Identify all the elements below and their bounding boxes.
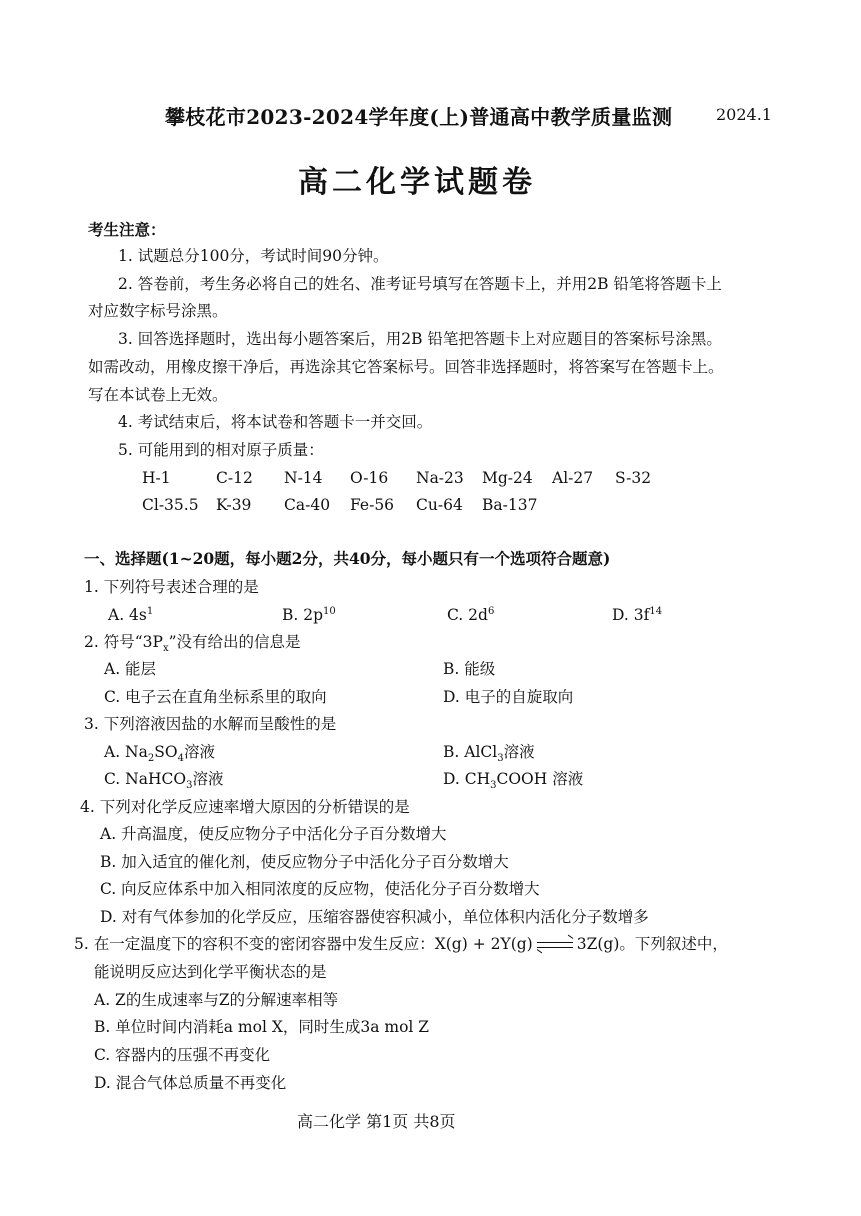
atomic-mass: Al-27 bbox=[552, 469, 594, 487]
question-4-stem: 4. 下列对化学反应速率增大原因的分析错误的是 bbox=[80, 798, 410, 816]
q1-option-c: C. $2d^6$ bbox=[447, 605, 495, 624]
atomic-mass: Cu-64 bbox=[416, 496, 463, 514]
atomic-mass: Na-23 bbox=[416, 469, 464, 487]
atomic-mass: H-1 bbox=[142, 469, 171, 487]
atomic-mass: Ba-137 bbox=[482, 496, 538, 514]
q3-option-b: B. AlCl$_3$溶液 bbox=[443, 743, 535, 765]
question-3-stem: 3. 下列溶液因盐的水解而呈酸性的是 bbox=[84, 715, 337, 733]
note-1: 1. 试题总分100分，考试时间90分钟。 bbox=[118, 247, 389, 265]
q2-option-b: B. 能级 bbox=[443, 660, 496, 678]
q5-option-b: B. 单位时间内消耗a mol X，同时生成3a mol Z bbox=[94, 1018, 430, 1036]
atomic-mass: Ca-40 bbox=[284, 496, 331, 514]
q3-option-c: C. NaHCO$_3$溶液 bbox=[104, 770, 224, 792]
q5-option-d: D. 混合气体总质量不再变化 bbox=[94, 1074, 287, 1092]
question-5-stem-line-2: 能说明反应达到化学平衡状态的是 bbox=[94, 963, 327, 981]
q1-option-b: B. $2p^{10}$ bbox=[282, 605, 336, 624]
exam-header: 攀枝花市2023-2024学年度(上)普通高中教学质量监测 bbox=[165, 105, 673, 129]
q2-option-c: C. 电子云在直角坐标系里的取向 bbox=[104, 688, 327, 706]
reversible-arrow-icon bbox=[537, 940, 573, 950]
question-5-stem: 5. 在一定温度下的容积不变的密闭容器中发生反应：X(g) + 2Y(g) 3Z(g)。下列叙述中， bbox=[74, 935, 728, 953]
atomic-mass: K-39 bbox=[216, 496, 252, 514]
question-1-stem: 1. 下列符号表述合理的是 bbox=[84, 578, 259, 596]
atomic-mass: N-14 bbox=[284, 469, 323, 487]
note-5: 5. 可能用到的相对原子质量： bbox=[118, 441, 324, 459]
atomic-mass: Fe-56 bbox=[350, 496, 395, 514]
question-2-stem: 2. 符号“$3P_x$”没有给出的信息是 bbox=[84, 633, 301, 655]
atomic-mass: C-12 bbox=[216, 469, 253, 487]
note-2-line-1: 2. 答卷前，考生务必将自己的姓名、准考证号填写在答题卡上，并用2B 铅笔将答题卡上 bbox=[118, 275, 722, 293]
note-4: 4. 考试结束后，将本试卷和答题卡一并交回。 bbox=[118, 413, 433, 431]
q3-option-d: D. $CH_3COOH$ 溶液 bbox=[443, 770, 584, 792]
q5-option-c: C. 容器内的压强不再变化 bbox=[94, 1046, 271, 1064]
q5-option-a: A. Z的生成速率与Z的分解速率相等 bbox=[94, 991, 339, 1009]
note-3-line-3: 写在本试卷上无效。 bbox=[88, 386, 228, 404]
q4-option-b: B. 加入适宜的催化剂，使反应物分子中活化分子百分数增大 bbox=[100, 853, 509, 871]
q1-option-a: A. $4s^1$ bbox=[108, 605, 154, 624]
q1-option-d: D. $3f^{14}$ bbox=[612, 605, 663, 624]
q2-option-d: D. 电子的自旋取向 bbox=[443, 688, 574, 706]
note-2-line-2: 对应数字标号涂黑。 bbox=[88, 302, 228, 320]
page-title: 高二化学试题卷 bbox=[298, 165, 536, 200]
q4-option-a: A. 升高温度，使反应物分子中活化分子百分数增大 bbox=[100, 825, 447, 843]
q4-option-c: C. 向反应体系中加入相同浓度的反应物，使活化分子百分数增大 bbox=[100, 880, 540, 898]
exam-date: 2024.1 bbox=[716, 105, 772, 124]
atomic-mass: O-16 bbox=[350, 469, 389, 487]
section-heading: 一、选择题(1~20题，每小题2分，共40分，每小题只有一个选项符合题意) bbox=[84, 549, 611, 568]
q4-option-d: D. 对有气体参加的化学反应，压缩容器使容积减小，单位体积内活化分子数增多 bbox=[100, 908, 649, 926]
page-footer: 高二化学 第1页 共8页 bbox=[297, 1112, 456, 1131]
atomic-mass: S-32 bbox=[615, 469, 652, 487]
notes-heading: 考生注意： bbox=[88, 220, 166, 239]
q2-option-a: A. 能层 bbox=[104, 660, 157, 678]
q3-option-a: A. $Na_2SO_4$溶液 bbox=[104, 743, 215, 765]
atomic-mass: Cl-35.5 bbox=[142, 496, 199, 514]
note-3-line-1: 3. 回答选择题时，选出每小题答案后，用2B 铅笔把答题卡上对应题目的答案标号涂黑。 bbox=[118, 330, 722, 348]
note-3-line-2: 如需改动，用橡皮擦干净后，再选涂其它答案标号。回答非选择题时，将答案写在答题卡上。 bbox=[88, 358, 724, 376]
atomic-mass: Mg-24 bbox=[482, 469, 533, 487]
